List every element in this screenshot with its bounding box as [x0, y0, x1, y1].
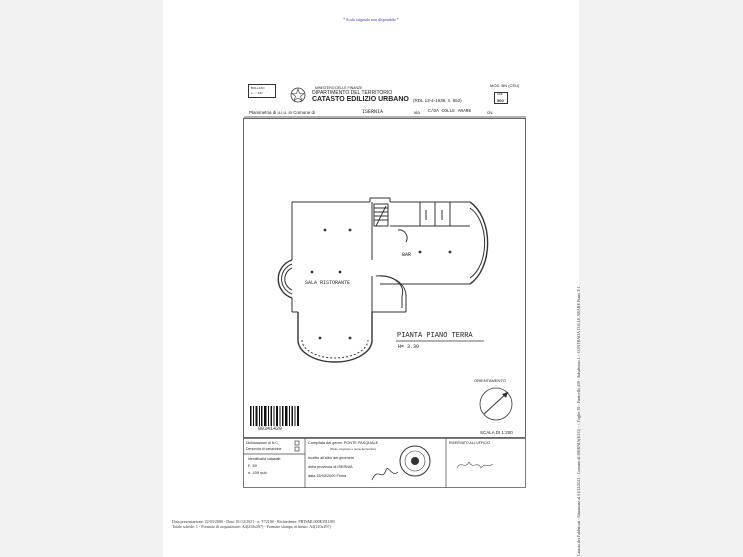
barcode-number: 00341420 [258, 426, 283, 432]
iscritto-label: Iscritto all'albo dei geometri [308, 456, 354, 460]
denuncia-label: Denuncia di variazione [246, 447, 282, 451]
via-value: C/DA COLLE ARARE [428, 109, 472, 114]
lire-box [494, 92, 508, 104]
print-info-line-2: Totale schede: 1 - Formato di acquisizione: A4(210x297) - Formato stampa richiesto: A4(210x297) [172, 524, 331, 529]
department-label: DIPARTIMENTO DEL TERRITORIO [312, 90, 393, 96]
scala-label: SCALA DI 1:200 [480, 430, 513, 435]
north-arrow-icon [478, 386, 514, 422]
republic-emblem-icon [290, 86, 306, 104]
title-underline [396, 340, 486, 342]
pianta-title: PIANTA PIANO TERRA [397, 332, 473, 340]
barcode [250, 406, 300, 426]
header-note: * Scala originale non disponibile * [343, 17, 399, 22]
dichiarazione-label: Dichiarazione di N.C. [246, 441, 279, 445]
mod-label: MOD. BN (CEU) [490, 83, 520, 88]
ministry-label: MINISTERO DELLE FINANZE [315, 86, 363, 90]
room-label-bar: BAR [402, 252, 412, 258]
particella-value: n. 439 sub. [248, 470, 268, 475]
comune-value: ISERNIA [362, 109, 384, 115]
revenue-stamp-box [248, 84, 276, 98]
stamp-line-1: BOLLATO [251, 86, 265, 90]
room-label-sala: SALA RISTORANTE [305, 280, 351, 286]
riservato-label: RISERVATO ALL'UFFICIO [449, 441, 491, 445]
catasto-title: CATASTO EDILIZIO URBANO [312, 96, 409, 103]
signature [370, 462, 400, 484]
handwritten-note [455, 456, 495, 474]
civ-label: civ. [487, 110, 494, 115]
rdl-label: (RDL 13-4-1939, n. 652) [413, 98, 462, 103]
orientamento-label: ORIENTAMENTO [474, 378, 506, 383]
identificativi-label: Identificativi catastali: [248, 457, 282, 461]
print-info-line-1: Data presentazione: 22/03/2000 - Data: 01/12/2021 - n. T72180 - Richiedente: FRTSML000E35I138I [172, 519, 335, 524]
height-label: H= 3.30 [398, 344, 420, 350]
foglio-value: F. 39 [248, 463, 257, 468]
via-label: via [414, 110, 420, 115]
official-stamp-icon [398, 444, 432, 478]
lire-value: 500 [497, 98, 504, 103]
data-label: data 16/03/2000 Firma [308, 474, 347, 478]
provincia-label: della provincia di ISERNIA [308, 465, 353, 469]
side-catasto-text: Catasto dei Fabbricati - Situazione al 01/12/2021 - Comune di ISERNIA(E335) - < Foglio 39 - Particella 439 - Subalterno 1 > CONTRADA COLLE ARARE Piano T-1 [576, 286, 581, 556]
albo-label: (Titolo, cognome e nome del tecnico) [330, 447, 376, 451]
planimetria-label: Planimetria di u.i.u. in Comune di [249, 110, 316, 115]
stamp-line-2: L. ... 497 [251, 91, 263, 95]
lire-label: LIRE [497, 93, 503, 96]
compilata-label: Compilata dal geom. PONTE PASQUALE [308, 441, 379, 445]
